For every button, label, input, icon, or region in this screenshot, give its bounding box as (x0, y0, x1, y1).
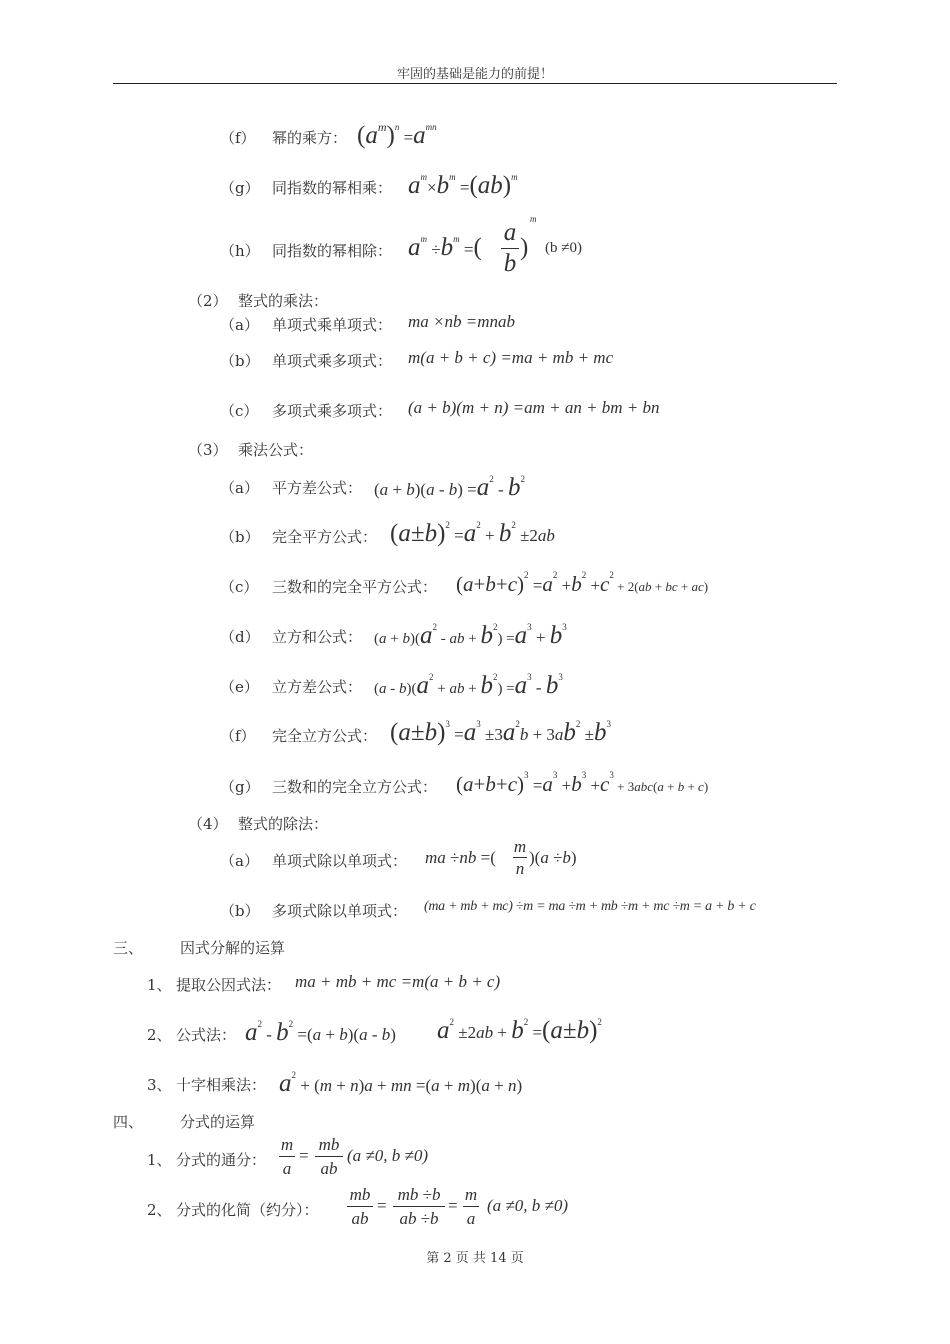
formula-diff-of-cubes: $(a - b)(a^2$ + ab + $b^2) =a^3 - b^3$ (374, 672, 563, 699)
item-label: （a） (220, 479, 259, 497)
item-desc: 分式的化简（约分）： (176, 1201, 319, 1219)
item-label: （b） (220, 902, 260, 920)
section-number: （4） (188, 815, 228, 833)
item-desc: 三数和的完全立方公式： (272, 778, 438, 796)
item-label: （c） (220, 402, 259, 420)
formula-factor-diff-squares: $a^2 - b^2 =(a + b)(a - b)$ (245, 1019, 396, 1046)
fraction-mb-div-b-over-ab-div-b: mb ÷b ab ÷b (392, 1185, 446, 1230)
formula-same-exp-multiply: $a^m\times b^m =(ab)^m$ (408, 172, 518, 199)
item-desc: 完全平方公式： (272, 528, 378, 546)
item-desc: 立方和公式： (272, 628, 363, 646)
item-cross-multiply (0, 1068, 950, 1108)
formula-sum-of-cubes: $(a + b)(a^2$ - ab + $b^2) =a^3 + b^3$ (374, 622, 567, 649)
item-simplify: 2、 分式的化简（约分）： mb ab = mb ÷b ab ÷b = m a (a ≠0, b ≠0) (147, 1185, 568, 1228)
item-label: （g） (220, 179, 260, 197)
formula: ma ×nb =mnab (408, 312, 515, 331)
page-footer: 第 2 页 共 14 页 (426, 1251, 524, 1266)
item-label: （e） (220, 678, 259, 696)
item-number: 1、 (147, 976, 172, 994)
item-desc: 同指数的幂相乘： (272, 179, 393, 197)
rule-same-exp-multiply (0, 172, 950, 212)
formula-mono-div-mono: ma ÷nb =( (425, 848, 496, 867)
item-trinomial-square (0, 570, 950, 610)
item-poly-div-mono (0, 898, 950, 938)
formula-trinomial-cube: $(a+b+c)^3 =a^3 +b^3 +c^3 + 3abc(a + b + c)$ (456, 770, 709, 796)
section-title: 整式的乘法： (238, 292, 329, 310)
part-title: 因式分解的运算 (180, 939, 286, 957)
item-desc: 多项式除以单项式： (272, 902, 408, 920)
formula-cross-multiply: $a^2 + (m + n)a$ + mn =(a + m)(a + n) (279, 1070, 523, 1097)
item-desc: 十字相乘法： (176, 1076, 267, 1094)
item-label: （b） (220, 352, 260, 370)
item-number: 2、 (147, 1201, 172, 1219)
item-desc: 三数和的完全平方公式： (272, 578, 438, 596)
formula: (ma + mb + mc) ÷m = ma ÷m + mb ÷m + mc ÷m = a + b + c (424, 899, 756, 914)
item-diff-of-cubes (0, 670, 950, 710)
fraction-m-over-a: m a (464, 1185, 478, 1228)
item-number: 2、 (147, 1026, 172, 1044)
fraction-m-over-a: m a (280, 1135, 294, 1178)
rule-power-of-power (0, 122, 950, 162)
item-desc: 分式的通分： (176, 1151, 267, 1169)
item-desc: 完全立方公式： (272, 727, 378, 745)
item-label: （f） (220, 727, 256, 745)
fraction-m-over-n: m n (513, 837, 527, 878)
condition: (b ≠0) (545, 240, 582, 256)
part-number: 四、 (113, 1113, 144, 1131)
item-desc: 立方差公式： (272, 678, 363, 696)
item-label: （h） (220, 242, 260, 260)
item-desc: 多项式乘多项式： (272, 402, 393, 420)
item-common-factor (0, 973, 950, 1013)
item-poly-x-poly (0, 400, 950, 440)
section-title: 乘法公式： (238, 441, 314, 459)
formula: (a + b)(m + n) =am + an + bm + bn (408, 398, 660, 417)
item-label: （a） (220, 316, 259, 334)
item-desc: 单项式除以单项式： (272, 852, 408, 870)
header-rule (113, 83, 837, 84)
condition: (a ≠0, b ≠0) (347, 1146, 428, 1165)
section-number: （2） (188, 292, 228, 310)
formula-factor-perfect-square: $a^2 \pm 2ab + b^2 =(a\pm b)^2$ (437, 1017, 602, 1044)
item-label: （f） (220, 129, 256, 147)
item-trinomial-cube (0, 770, 950, 810)
formula: m(a + b + c) =ma + mb + mc (408, 348, 614, 367)
item-desc: 平方差公式： (272, 479, 363, 497)
page-header: 牢固的基础是能力的前提！ (396, 67, 553, 82)
item-label: （a） (220, 852, 259, 870)
section-title: 整式的除法： (238, 815, 329, 833)
item-diff-of-squares (0, 472, 950, 512)
formula: ma + mb + mc =m(a + b + c) (295, 972, 501, 991)
item-desc: 同指数的幂相除： (272, 242, 393, 260)
item-perfect-square (0, 520, 950, 560)
rule-same-exp-divide: （h） 同指数的幂相除： $a^m \div b^m$ =( a b ) m (b ≠0) (220, 214, 582, 277)
item-label: （d） (220, 628, 260, 646)
formula-power-of-power: $(a^m)^n =a^{mn}$ (357, 120, 437, 149)
formula-perfect-square: $(a\pm b)^2 =a^2 + b^2 \pm 2ab$ (390, 520, 555, 547)
part-title: 分式的运算 (180, 1113, 256, 1131)
fraction-mb-over-ab: mb ab (314, 1135, 344, 1180)
item-mono-div-mono: （a） 单项式除以单项式： ma ÷nb =( m n )(a ÷b) (220, 837, 577, 878)
part-number: 三、 (113, 939, 144, 957)
item-number: 1、 (147, 1151, 172, 1169)
item-common-denominator: 1、 分式的通分： m a = mb ab (a ≠0, b ≠0) (147, 1135, 428, 1178)
item-desc: 幂的乘方： (272, 129, 348, 147)
condition: (a ≠0, b ≠0) (487, 1196, 568, 1215)
item-formula-method (0, 1017, 950, 1057)
item-mono-x-poly (0, 350, 950, 390)
item-desc: 提取公因式法： (176, 976, 282, 994)
item-label: （c） (220, 578, 259, 596)
item-sum-of-cubes (0, 620, 950, 660)
formula-same-exp-divide: $a^m \div b^m$ =( (408, 234, 482, 261)
item-perfect-cube (0, 719, 950, 759)
item-desc: 单项式乘多项式： (272, 352, 393, 370)
item-label: （g） (220, 778, 260, 796)
item-desc: 公式法： (176, 1026, 237, 1044)
formula-diff-of-squares: $(a + b)(a - b) =a^2 - b^2$ (374, 474, 525, 501)
item-number: 3、 (147, 1076, 172, 1094)
fraction-mb-over-ab: mb ab (346, 1185, 374, 1230)
item-desc: 单项式乘单项式： (272, 316, 393, 334)
item-label: （b） (220, 528, 260, 546)
formula-trinomial-square: $(a+b+c)^2 =a^2 +b^2 +c^2 + 2(ab$ + bc + ac) (456, 570, 709, 596)
fraction-a-over-b: a b (500, 220, 520, 277)
formula-perfect-cube: $(a\pm b)^3 =a^3 \pm 3a^2b + 3ab^2 \pm b^3$ (390, 719, 612, 746)
section-number: （3） (188, 441, 228, 459)
